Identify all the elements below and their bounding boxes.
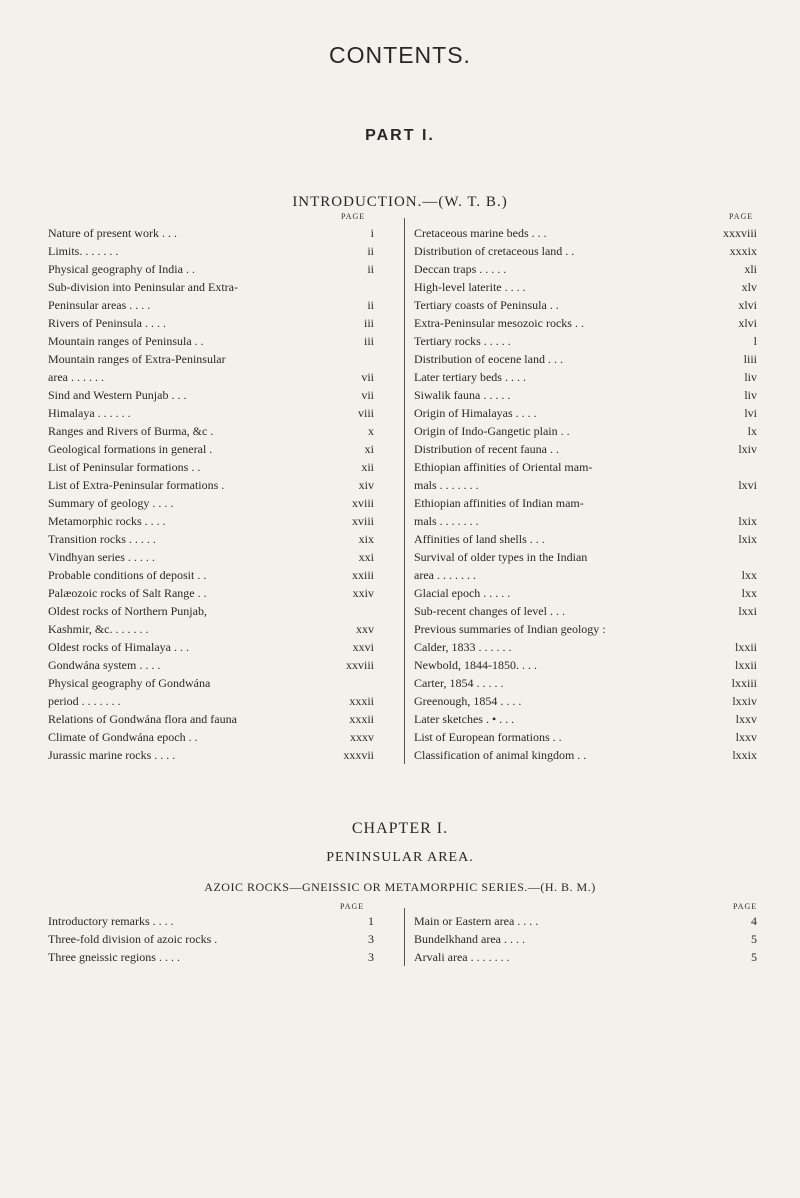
toc-entry-page: xxviii: [345, 658, 374, 672]
toc-entry-title: Cretaceous marine beds . . .: [414, 226, 547, 240]
toc-entry-page: lxvi: [738, 478, 757, 492]
toc-entry-page: lxxv: [735, 712, 757, 726]
contents-title: CONTENTS.: [329, 42, 471, 68]
toc-entry-title: Climate of Gondwána epoch . .: [48, 730, 198, 744]
toc-entry: [414, 224, 757, 242]
toc-entry-page: xxxv: [350, 730, 374, 744]
toc-entry-page: xviii: [351, 514, 374, 528]
toc-entry-page: ii: [367, 244, 374, 258]
toc-entry-page: i: [370, 226, 374, 240]
toc-entry: [414, 728, 757, 746]
toc-entry-page: 5: [751, 950, 757, 964]
toc-entry: [414, 548, 757, 566]
toc-entry-title: Three-fold division of azoic rocks .: [48, 932, 218, 946]
toc-entry: [414, 458, 757, 476]
toc-entry-title: Relations of Gondwána flora and fauna: [48, 712, 237, 726]
toc-entry-title: Deccan traps . . . . .: [414, 262, 507, 276]
toc-entry-title: Calder, 1833 . . . . . .: [414, 640, 512, 654]
toc-entry-page: liv: [744, 370, 757, 384]
toc-entry: [414, 638, 757, 656]
toc-entry-page: lxxii: [734, 640, 757, 654]
toc-entry: [414, 386, 757, 404]
toc-entry-title: Distribution of cretaceous land . .: [414, 244, 575, 258]
toc-entry-page: xlv: [741, 280, 757, 294]
page-column-label: PAGE: [341, 212, 366, 221]
toc-entry: [48, 296, 374, 314]
toc-entry: [48, 746, 374, 764]
toc-entry: [48, 458, 374, 476]
toc-entry: [414, 314, 757, 332]
toc-entry-title: List of Peninsular formations . .: [48, 460, 201, 474]
toc-entry: [414, 674, 757, 692]
toc-entry-title: Glacial epoch . . . . .: [414, 586, 511, 600]
toc-entry-title: Ranges and Rivers of Burma, &c .: [48, 424, 214, 438]
toc-entry-title: Geological formations in general .: [48, 442, 213, 456]
toc-entry-page: lxxii: [734, 658, 757, 672]
toc-entry-title: Distribution of eocene land . . .: [414, 352, 563, 366]
toc-entry-page: xlvi: [738, 316, 757, 330]
toc-entry-page: lxix: [738, 514, 757, 528]
toc-entry-title: area . . . . . . .: [414, 568, 476, 582]
toc-entry: [48, 602, 374, 620]
toc-entry-page: lxxi: [738, 604, 757, 618]
toc-entry: [414, 440, 757, 458]
toc-entry: [414, 350, 757, 368]
toc-entry: [48, 728, 374, 746]
toc-entry: [414, 948, 757, 966]
toc-entry-title: Later sketches . • . . .: [414, 712, 515, 726]
page-column-label: PAGE: [733, 902, 758, 911]
toc-entry-page: xviii: [351, 496, 374, 510]
toc-entry-title: Ethiopian affinities of Indian mam-: [414, 496, 584, 510]
toc-entry: [48, 350, 374, 368]
toc-entry-title: Previous summaries of Indian geology :: [414, 622, 606, 636]
toc-entry-title: Mountain ranges of Peninsula . .: [48, 334, 204, 348]
toc-entry-page: 1: [368, 914, 374, 928]
toc-entry: [48, 584, 374, 602]
toc-entry-title: Survival of older types in the Indian: [414, 550, 588, 564]
toc-entry-title: Probable conditions of deposit . .: [48, 568, 207, 582]
toc-entry-title: Tertiary coasts of Peninsula . .: [414, 298, 559, 312]
toc-entry-page: lx: [747, 424, 757, 438]
toc-entry: [48, 368, 374, 386]
toc-entry-title: List of European formations . .: [414, 730, 562, 744]
toc-entry-title: Physical geography of India . .: [48, 262, 195, 276]
toc-entry-title: Extra-Peninsular mesozoic rocks . .: [414, 316, 584, 330]
toc-entry: [414, 512, 757, 530]
column-divider: [404, 908, 405, 966]
toc-entry: [48, 530, 374, 548]
introduction-heading: INTRODUCTION.—(W. T. B.): [292, 194, 508, 210]
toc-entry: [48, 548, 374, 566]
toc-entry-title: Oldest rocks of Northern Punjab,: [48, 604, 207, 618]
column-divider: [404, 218, 405, 764]
toc-entry-title: Physical geography of Gondwána: [48, 676, 211, 690]
toc-entry-title: Greenough, 1854 . . . .: [414, 694, 522, 708]
toc-entry-page: xxxii: [349, 712, 374, 726]
introduction-toc-right: [414, 224, 757, 764]
toc-entry-page: lxxv: [735, 730, 757, 744]
toc-entry-page: xxxix: [729, 244, 757, 258]
toc-entry: [48, 512, 374, 530]
toc-entry: [48, 476, 374, 494]
toc-entry-page: xiv: [358, 478, 374, 492]
toc-entry: [414, 930, 757, 948]
toc-entry-page: l: [753, 334, 757, 348]
toc-entry-page: xxxii: [349, 694, 374, 708]
toc-entry-page: xxxviii: [722, 226, 757, 240]
toc-entry-page: vii: [361, 388, 374, 402]
toc-entry-title: Metamorphic rocks . . . .: [48, 514, 166, 528]
toc-entry-page: xxiv: [352, 586, 374, 600]
toc-entry: [48, 494, 374, 512]
toc-entry: [414, 260, 757, 278]
toc-entry: [48, 710, 374, 728]
toc-entry-page: xxvi: [352, 640, 374, 654]
toc-entry-title: mals . . . . . . .: [414, 478, 479, 492]
toc-entry-title: Sind and Western Punjab . . .: [48, 388, 187, 402]
toc-entry-title: Sub-division into Peninsular and Extra-: [48, 280, 238, 294]
introduction-toc-left: [48, 224, 374, 764]
toc-entry-page: xxv: [356, 622, 374, 636]
toc-entry: [414, 332, 757, 350]
toc-entry-title: Rivers of Peninsula . . . .: [48, 316, 166, 330]
toc-entry-title: Arvali area . . . . . . .: [414, 950, 510, 964]
toc-entry-title: List of Extra-Peninsular formations .: [48, 478, 225, 492]
toc-entry-title: Kashmir, &c. . . . . . .: [48, 622, 149, 636]
toc-entry: [48, 386, 374, 404]
toc-entry: [414, 710, 757, 728]
toc-entry-page: viii: [357, 406, 374, 420]
toc-entry-page: lxx: [741, 586, 757, 600]
toc-entry-title: Sub-recent changes of level . . .: [414, 604, 565, 618]
toc-entry-title: Summary of geology . . . .: [48, 496, 174, 510]
toc-entry-page: xli: [744, 262, 757, 276]
page-column-label: PAGE: [729, 212, 754, 221]
toc-entry-page: 3: [368, 932, 374, 946]
toc-entry-page: lxix: [738, 532, 757, 546]
toc-entry-page: xxxvii: [343, 748, 374, 762]
toc-entry-page: x: [368, 424, 374, 438]
toc-entry-title: Affinities of land shells . . .: [414, 532, 545, 546]
toc-entry: [48, 948, 374, 966]
toc-entry-page: xxi: [358, 550, 374, 564]
toc-entry-title: Classification of animal kingdom . .: [414, 748, 587, 762]
toc-entry-page: xxiii: [351, 568, 374, 582]
toc-entry-title: Carter, 1854 . . . . .: [414, 676, 504, 690]
toc-entry: [414, 746, 757, 764]
toc-entry-title: High-level laterite . . . .: [414, 280, 526, 294]
toc-entry-page: 4: [751, 914, 757, 928]
toc-entry-page: lxx: [741, 568, 757, 582]
toc-entry-title: Bundelkhand area . . . .: [414, 932, 525, 946]
toc-entry-page: iii: [363, 334, 374, 348]
toc-entry-title: Main or Eastern area . . . .: [414, 914, 539, 928]
toc-entry-title: area . . . . . .: [48, 370, 104, 384]
toc-entry: [414, 566, 757, 584]
toc-entry: [414, 404, 757, 422]
chapter-toc-left: [48, 912, 374, 966]
toc-entry-title: Palæozoic rocks of Salt Range . .: [48, 586, 207, 600]
toc-entry: [414, 620, 757, 638]
toc-entry-page: 5: [751, 932, 757, 946]
toc-entry: [48, 260, 374, 278]
toc-entry: [414, 912, 757, 930]
toc-entry: [414, 584, 757, 602]
toc-entry-title: Himalaya . . . . . .: [48, 406, 131, 420]
toc-entry: [48, 224, 374, 242]
toc-entry-title: Peninsular areas . . . .: [48, 298, 151, 312]
toc-entry-page: xi: [364, 442, 374, 456]
toc-entry-title: period . . . . . . .: [48, 694, 121, 708]
toc-entry-page: xii: [361, 460, 374, 474]
toc-entry-page: lvi: [744, 406, 757, 420]
toc-entry-page: lxxiii: [731, 676, 757, 690]
toc-entry-title: Limits. . . . . . .: [48, 244, 119, 258]
toc-entry: [414, 692, 757, 710]
toc-entry-page: ii: [367, 262, 374, 276]
series-heading: AZOIC ROCKS—GNEISSIC OR METAMORPHIC SERIES.—(H. B. M.): [204, 880, 596, 894]
toc-entry: [414, 368, 757, 386]
toc-entry-title: Newbold, 1844-1850. . . .: [414, 658, 537, 672]
toc-entry: [414, 296, 757, 314]
toc-entry: [414, 530, 757, 548]
toc-entry-page: liii: [743, 352, 757, 366]
toc-entry-title: Tertiary rocks . . . . .: [414, 334, 511, 348]
toc-entry-page: xix: [358, 532, 374, 546]
toc-entry: [48, 332, 374, 350]
toc-entry-page: 3: [368, 950, 374, 964]
chapter-toc-right: [414, 912, 757, 966]
toc-entry-title: Three gneissic regions . . . .: [48, 950, 180, 964]
toc-entry-title: Oldest rocks of Himalaya . . .: [48, 640, 189, 654]
toc-entry: [48, 278, 374, 296]
toc-entry: [48, 912, 374, 930]
toc-entry-title: mals . . . . . . .: [414, 514, 479, 528]
toc-entry-title: Siwalik fauna . . . . .: [414, 388, 511, 402]
toc-entry-page: lxxiv: [732, 694, 757, 708]
toc-entry: [48, 404, 374, 422]
page-column-label: PAGE: [340, 902, 365, 911]
toc-entry: [48, 566, 374, 584]
toc-entry-title: Mountain ranges of Extra-Peninsular: [48, 352, 226, 366]
toc-entry-page: lxiv: [738, 442, 757, 456]
toc-entry: [48, 692, 374, 710]
toc-entry-title: Gondwána system . . . .: [48, 658, 161, 672]
toc-entry-title: Nature of present work . . .: [48, 226, 177, 240]
toc-entry: [414, 476, 757, 494]
toc-entry: [48, 242, 374, 260]
toc-entry: [48, 638, 374, 656]
toc-entry: [48, 620, 374, 638]
toc-entry-page: ii: [367, 298, 374, 312]
region-heading: PENINSULAR AREA.: [326, 850, 474, 865]
toc-entry: [48, 440, 374, 458]
toc-entry: [414, 242, 757, 260]
toc-entry-page: iii: [363, 316, 374, 330]
toc-entry: [48, 674, 374, 692]
toc-entry-page: xlvi: [738, 298, 757, 312]
toc-entry-title: Introductory remarks . . . .: [48, 914, 174, 928]
chapter-heading: CHAPTER I.: [351, 820, 449, 837]
toc-entry-title: Vindhyan series . . . . .: [48, 550, 155, 564]
toc-entry-title: Origin of Himalayas . . . .: [414, 406, 537, 420]
toc-entry-page: vii: [361, 370, 374, 384]
toc-entry-title: Transition rocks . . . . .: [48, 532, 156, 546]
toc-entry: [414, 494, 757, 512]
toc-entry: [48, 656, 374, 674]
part-heading: PART I.: [365, 127, 435, 144]
toc-entry-title: Ethiopian affinities of Oriental mam-: [414, 460, 593, 474]
toc-entry: [48, 930, 374, 948]
toc-entry-title: Jurassic marine rocks . . . .: [48, 748, 176, 762]
toc-entry: [414, 278, 757, 296]
toc-entry: [414, 656, 757, 674]
toc-entry-page: liv: [744, 388, 757, 402]
toc-entry-page: lxxix: [732, 748, 757, 762]
toc-entry-title: Later tertiary beds . . . .: [414, 370, 526, 384]
toc-entry-title: Origin of Indo-Gangetic plain . .: [414, 424, 570, 438]
toc-entry: [48, 422, 374, 440]
toc-entry: [414, 422, 757, 440]
toc-entry: [48, 314, 374, 332]
toc-entry-title: Distribution of recent fauna . .: [414, 442, 559, 456]
toc-entry: [414, 602, 757, 620]
